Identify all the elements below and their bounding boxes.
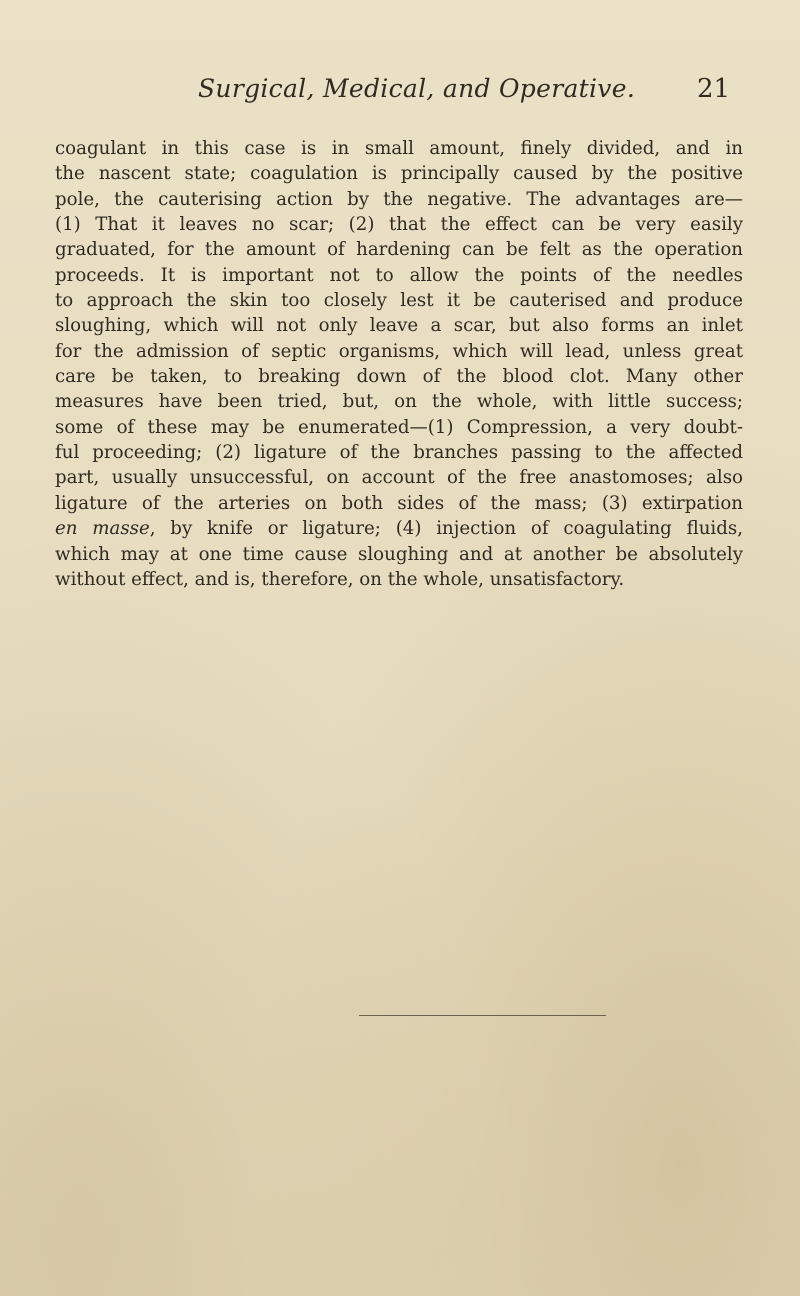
text-fragment: , by knife or ligature; (4) injection of coagulating fluids, — [149, 518, 743, 540]
body-paragraph — [55, 136, 743, 592]
text-line: to approach the skin too closely lest it be cauterised and produce — [55, 290, 743, 312]
text-line: measures have been tried, but, on the whole, with little success; — [55, 391, 743, 413]
running-head-title: Surgical, Medical, and Operative. — [198, 74, 636, 103]
text-line: pole, the cauterising action by the negative. The advantages are— — [55, 188, 743, 210]
running-head — [0, 74, 800, 114]
text-line: part, usually unsuccessful, on account of the free anastomoses; also — [55, 467, 743, 489]
text-line: which may at one time cause sloughing and at another be absolutely — [55, 543, 743, 565]
text-line: graduated, for the amount of hardening can be felt as the operation — [55, 239, 743, 261]
page-number: 21 — [697, 74, 731, 104]
text-line: ligature of the arteries on both sides of the mass; (3) extirpation — [55, 492, 743, 514]
text-line: sloughing, which will not only leave a scar, but also forms an inlet — [55, 315, 743, 337]
text-line — [55, 516, 743, 541]
text-line: some of these may be enumerated—(1) Compression, a very doubt- — [55, 416, 743, 438]
text-line: without effect, and is, therefore, on the whole, unsatisfactory. — [55, 568, 625, 590]
text-line: care be taken, to breaking down of the blood clot. Many other — [55, 366, 743, 388]
text-line: coagulant in this case is in small amount, finely divided, and in — [55, 138, 743, 159]
section-divider — [359, 1015, 606, 1016]
text-line: (1) That it leaves no scar; (2) that the effect can be very easily — [55, 214, 743, 236]
text-line: ful proceeding; (2) ligature of the branches passing to the affected — [55, 442, 743, 464]
text-line: the nascent state; coagulation is principally caused by the positive — [55, 163, 743, 185]
text-line: proceeds. It is important not to allow the points of the needles — [55, 264, 743, 286]
italic-phrase: en masse — [55, 518, 150, 540]
text-line: for the admission of septic organisms, which will lead, unless great — [55, 340, 743, 362]
